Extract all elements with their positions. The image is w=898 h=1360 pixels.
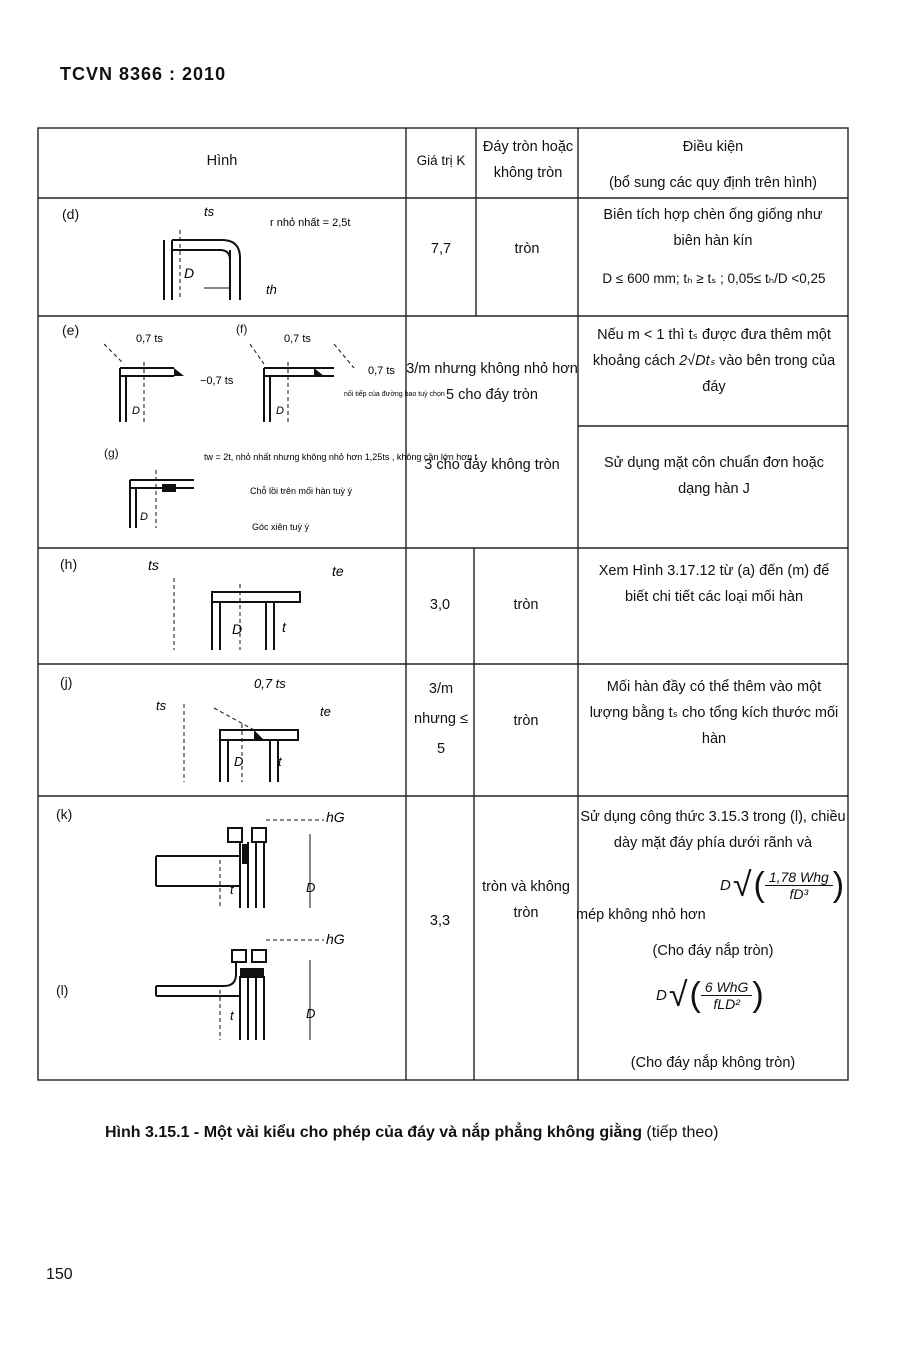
row-e-cond-sqrt: 2√Dtₛ [679,353,716,369]
svg-text:0,7 ts: 0,7 ts [284,333,311,345]
fig-h-ts: ts [148,557,159,573]
fig-f-note: nối tiếp của đường bao tuỳ chọn [344,391,445,398]
fig-j-07ts: 0,7 ts [254,676,286,691]
caption-normal: (tiếp theo) [641,1124,719,1141]
fig-d-r: r nhỏ nhất = 2,5t [270,217,351,229]
header-conditions-title: Điều kiện [682,139,744,155]
figure-e-f-g [44,318,478,548]
formula-2-num: 6 WhG [701,979,753,996]
formula-1-den: fD³ [789,886,809,902]
header-k-value: Giá trị K [416,153,466,168]
row-e-k2: 3 cho đáy không tròn [424,457,560,473]
row-j-k: 3/m nhưng ≤ 5 [414,681,468,757]
row-kl-cond-1: Sử dụng công thức 3.15.3 trong (l), chiều dày mặt đáy phía dưới rãnh và [580,809,846,851]
row-kl-cond-nonround: (Cho đáy nắp không tròn) [630,1055,796,1071]
svg-text:D: D [132,405,140,417]
svg-text:D: D [234,754,244,769]
row-f-label: (f) [236,322,248,336]
svg-text:t: t [230,1008,234,1023]
row-g-cond: Sử dụng mặt côn chuẩn đơn hoặc dạng hàn J [604,455,824,497]
row-kl-shape: tròn và không tròn [482,879,570,921]
standard-header: TCVN 8366 : 2010 [60,64,227,84]
svg-text:D: D [276,405,284,417]
header-shape: Đáy tròn hoặc không tròn [482,139,574,181]
formula-1-num: 1,78 Whg [765,869,833,886]
fig-e-07ts: 0,7 ts [136,333,163,345]
svg-text:t: t [282,619,286,635]
svg-text:ts: ts [156,698,167,713]
page-number: 150 [46,1266,73,1283]
svg-text:t: t [278,754,282,769]
formula-round: D √ ( $\frac{\text{1,78 Whg}}{\text{fD³}}$ ) [720,866,845,904]
row-d-shape: tròn [514,241,540,257]
row-d-k: 7,7 [430,241,452,257]
row-h-k: 3,0 [429,597,451,613]
fig-d-th: th [266,282,277,297]
row-d-cond-1: Biên tích hợp chèn ống giống như biên hàn kín [603,207,823,249]
row-j-label: (j) [60,674,73,690]
svg-text:0,7 ts: 0,7 ts [368,365,395,377]
row-j-shape: tròn [513,713,539,729]
header-figure: Hình [206,153,238,169]
fig-k-hG: hG [326,809,345,825]
formula-2-den: fLD² [713,996,740,1012]
figure-k-l [44,800,404,1076]
svg-text:t: t [230,882,234,897]
row-kl-cond-2: mép không nhỏ hơn [576,907,706,923]
fig-h-te: te [332,563,344,579]
caption-bold: Hình 3.15.1 - Một vài kiểu cho phép của đáy và nắp phẳng không giằng [105,1124,642,1141]
figure-j [44,668,404,788]
row-l-label: (l) [56,982,69,998]
row-g-label: (g) [104,446,119,460]
fig-g-note3: Góc xiên tuỳ ý [252,522,310,532]
svg-text:te: te [320,704,331,719]
svg-text:hG: hG [326,931,345,947]
fig-g-note2: Chỗ lồi trên mối hàn tuỳ ý [250,486,353,496]
row-kl-k: 3,3 [429,913,451,929]
svg-text:D: D [306,1006,316,1021]
svg-text:D: D [140,511,148,523]
fig-d-D: D [184,265,195,281]
row-j-cond: Mối hàn đầy có thể thêm vào một lượng bằng tₛ cho tổng kích thước mối hàn [589,679,839,747]
svg-text:D: D [232,621,243,637]
row-kl-cond-round: (Cho đáy nắp tròn) [652,943,774,959]
svg-text:−0,7 ts: −0,7 ts [200,375,234,387]
row-e-label: (e) [62,322,80,338]
row-h-cond: Xem Hình 3.17.12 từ (a) đến (m) để biết chi tiết các loại mối hàn [598,563,830,605]
svg-text:D: D [306,880,316,895]
row-d-label: (d) [62,206,80,222]
figure-d [44,200,404,310]
row-e-k: 3/m nhưng không nhỏ hơn 5 cho đáy tròn [406,361,578,403]
row-k-label: (k) [56,806,73,822]
figure-h [44,550,404,660]
header-conditions-sub: (bổ sung các quy định trên hình) [609,175,817,191]
fig-g-note: tw = 2t, nhỏ nhất nhưng không nhỏ hơn 1,25ts , không cần lớn hơn t [204,452,478,462]
row-h-shape: tròn [513,597,539,613]
row-e-cond-suffix: vào bên trong của đáy [702,353,836,395]
figure-caption [105,1124,865,1142]
row-e-cond [586,322,842,400]
fig-d-ts: ts [204,204,215,219]
formula-nonround: D √ ( $\frac{\text{6 WhG}}{\text{fLD²}}$ ) [656,976,764,1014]
row-d-cond-2: D ≤ 600 mm; tₕ ≥ tₛ ; 0,05≤ tₕ/D <0,25 [602,271,826,286]
row-e-cond-prefix: Nếu m < 1 thì tₛ được đưa thêm một khoảng cách [592,327,831,369]
row-h-label: (h) [60,556,78,572]
